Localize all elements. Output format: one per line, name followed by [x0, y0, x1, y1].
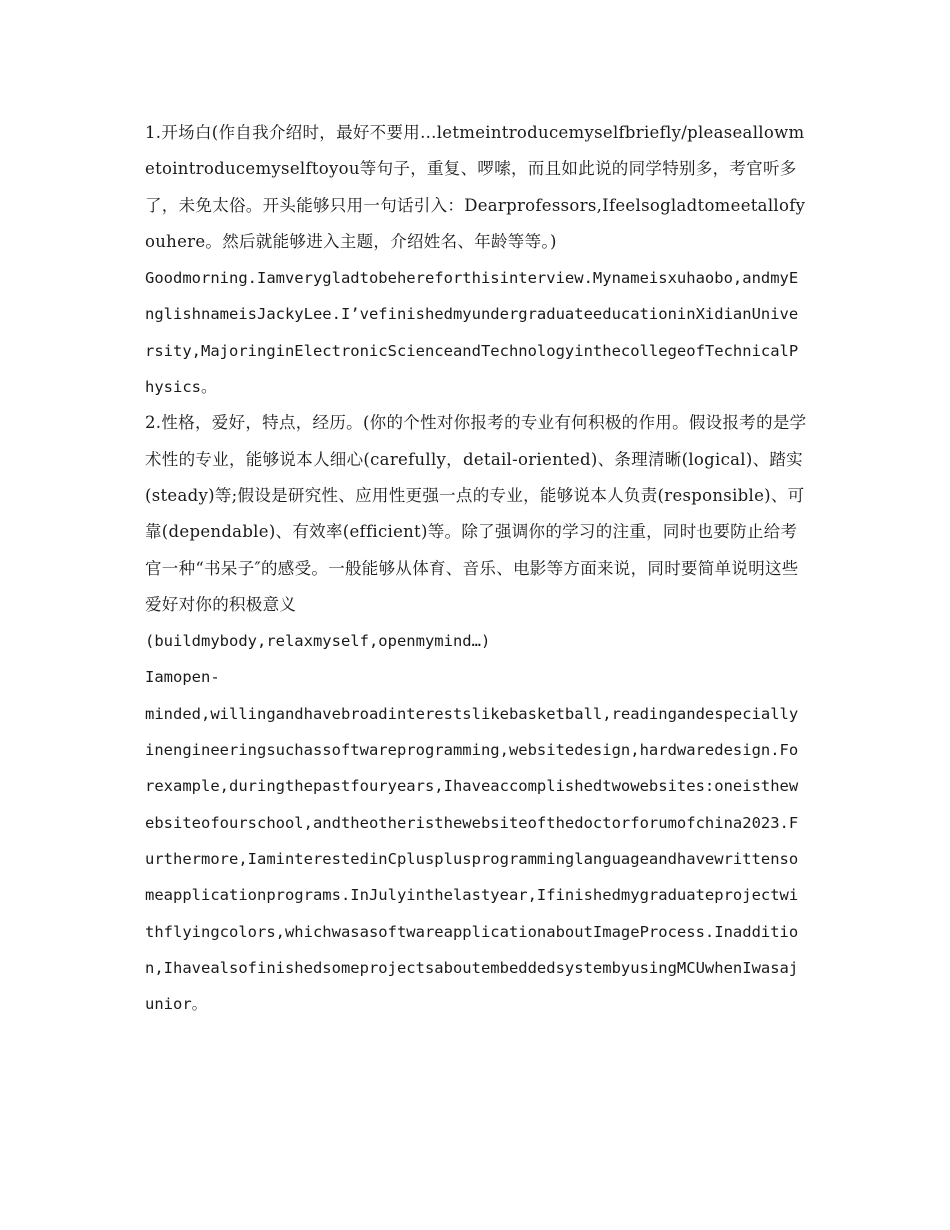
paragraph-open-minded-start: Iamopen- [145, 668, 220, 687]
paragraph-self-introduction: Goodmorning.Iamverygladtobehereforthisinterview.Mynameisxuhaobo,andmyEnglishnameisJackyLee.I’vefinishedmyundergraduateeducationinXidianUniversity,MajoringinElectronicScienceandTechnologyinthecollegeofTechnicalPhysics。 [145, 269, 799, 397]
paragraph-experience: minded,willingandhavebroadinterestslikebasketball,readingandespeciallyinengineeringsuchassoftwareprogramming,websitedesign,hardwaredesign.Forexample,duringthepastfouryears,Ihaveaccomplishedtwowebsites:oneisthewebsiteofourschool,andtheotheristhewebsiteofthedoctorforumofchina2023.Furthermore,IaminterestedinCplusplusprogramminglanguageandhavewrittensomeapplicationprograms.InJulyinthelastyear,Ifinishedmygraduateprojectwithflyingcolors,whichwasasoftwareapplicationaboutImageProcess.Inaddition,IhavealsofinishedsomeprojectsaboutembeddedsystembyusingMCUwhenIwasajunior。 [145, 704, 799, 1014]
paragraph-opening-advice: 1.开场白(作自我介绍时，最好不要用...letmeintroducemyselfbriefly/pleaseallowmetointroducemyselftoyou等句子，重复、啰嗦，而且如此说的同学特别多，考官听多了，未免太俗。开头能够只用一句话引入：Dearprofessors,Ifeelsogladtomeetallofyouhere。然后就能够进入主题，介绍姓名、年龄等等。) [145, 123, 806, 251]
paragraph-personality-advice: 2.性格，爱好，特点，经历。(你的个性对你报考的专业有何积极的作用。假设报考的是学术性的专业，能够说本人细心(carefully，detail-oriented)、条理清晰(logical)、踏实(steady)等;假设是研究性、应用性更强一点的专业，能够说本人负责(responsible)、可靠(dependable)、有效率(efficient)等。除了强调你的学习的注重，同时也要防止给考官一种“书呆子″的感受。一般能够从体育、音乐、电影等方面来说，同时要简单说明这些爱好对你的积极意义 [145, 413, 807, 614]
document-body [145, 115, 807, 1022]
paragraph-hobby-examples: (buildmybody,relaxmyself,openmymind…) [145, 632, 491, 651]
